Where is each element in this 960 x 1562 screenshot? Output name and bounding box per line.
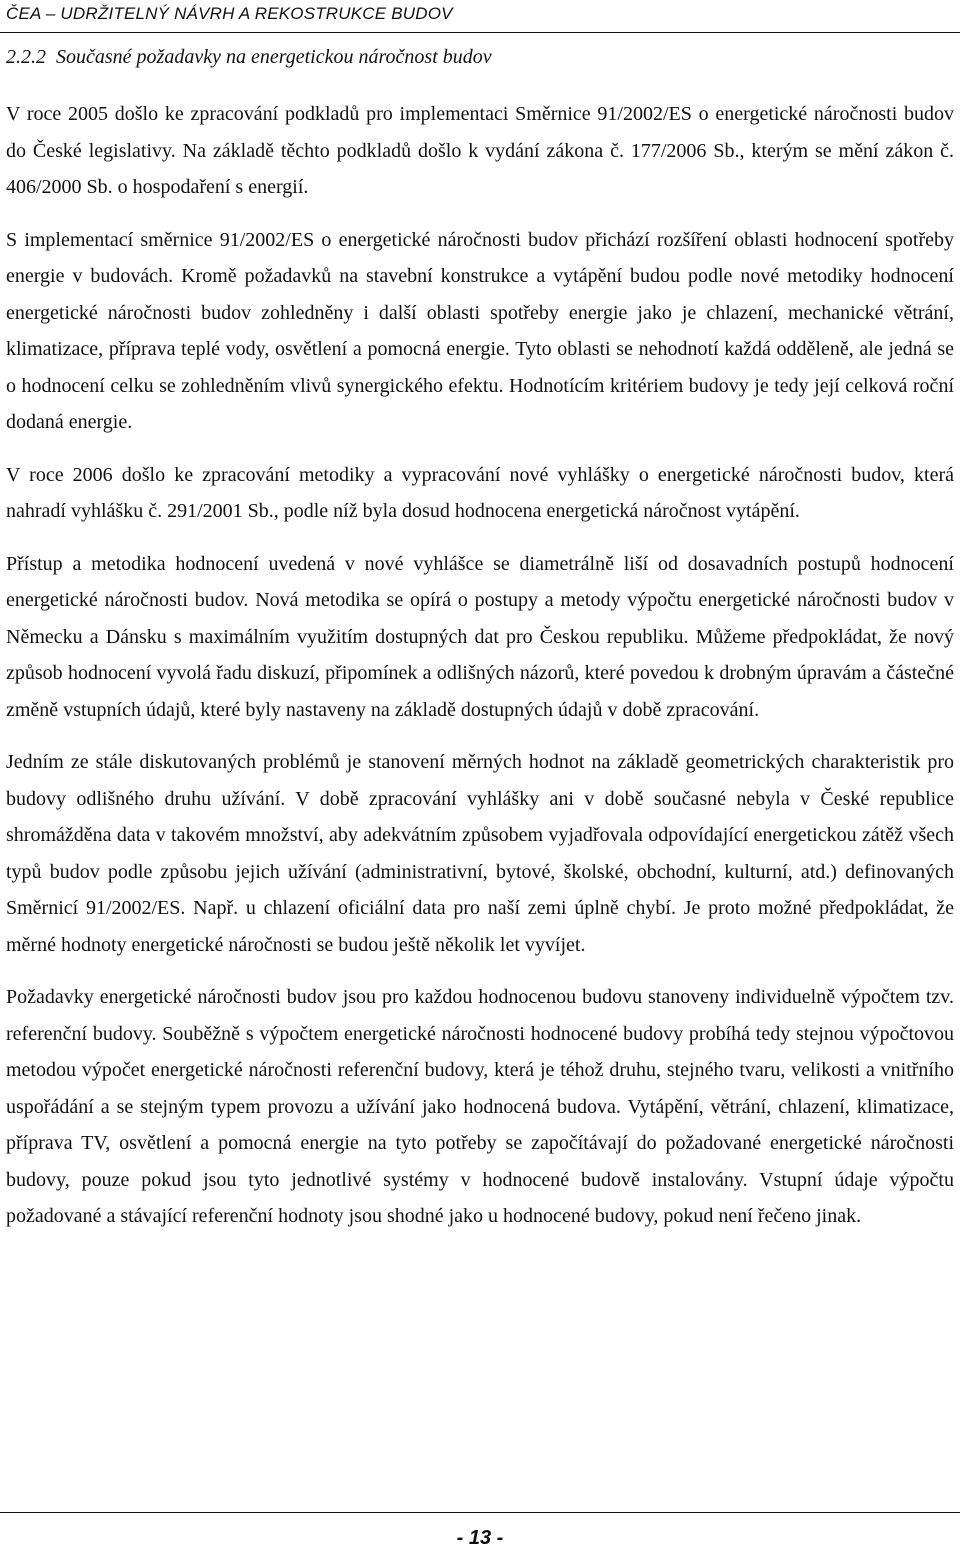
paragraph-4: Přístup a metodika hodnocení uvedená v nové vyhlášce se diametrálně liší od dosavadních postupů hodnocení energetické náročnosti budov. Nová metodika se opírá o postupy a metody výpočtu energetické náročnosti budov v Německu a Dánsku s maximálním využitím dostupných dat pro Českou republiku. Můžeme předpokládat, že nový způsob hodnocení vyvolá řadu diskuzí, připomínek a odlišných názorů, které povedou k drobným úpravám a částečné změně vstupních údajů, které byly nastaveny na základě dostupných údajů v době zpracování. — [6, 552, 954, 721]
page-number: - 13 - — [456, 1527, 504, 1549]
paragraph-1: V roce 2005 došlo ke zpracování podkladů pro implementaci Směrnice 91/2002/ES o energetické náročnosti budov do České legislativy. Na základě těchto podkladů došlo k vydání zákona č. 177/2006 Sb., kterým se mění zákon č. 406/2000 Sb. o hospodaření s energií. — [6, 103, 954, 198]
footer-rule — [0, 1512, 960, 1513]
paragraph-3: V roce 2006 došlo ke zpracování metodiky a vypracování nové vyhlášky o energetické náročnosti budov, která nahradí vyhlášku č. 291/2001 Sb., podle níž byla dosud hodnocena energetická náročnost vytápění. — [6, 463, 954, 522]
body-text — [6, 96, 954, 1235]
section-title: Současné požadavky na energetickou náročnost budov — [56, 46, 492, 68]
running-header: ČEA – UDRŽITELNÝ NÁVRH A REKOSTRUKCE BUDOV — [6, 4, 453, 23]
paragraph-5: Jedním ze stále diskutovaných problémů je stanovení měrných hodnot na základě geometrických charakteristik pro budovy odlišného druhu užívání. V době zpracování vyhlášky ani v době současné nebyla v České republice shromážděna data v takovém množství, aby adekvátním způsobem vyjadřovala odpovídající energetickou zátěž všech typů budov podle způsobu jejich užívání (administrativní, bytové, školské, obchodní, kulturní, atd.) definovaných Směrnicí 91/2002/ES. Např. u chlazení oficiální data pro naší zemi úplně chybí. Je proto možné předpokládat, že měrné hodnoty energetické náročnosti se budou ještě několik let vyvíjet. — [6, 751, 954, 956]
header-rule — [0, 32, 960, 33]
paragraph-2: S implementací směrnice 91/2002/ES o energetické náročnosti budov přichází rozšíření oblasti hodnocení spotřeby energie v budovách. Kromě požadavků na stavební konstrukce a vytápění budou podle nové metodiky hodnocení energetické náročnosti budov zohledněny i další oblasti spotřeby energie jako je chlazení, mechanické větrání, klimatizace, příprava teplé vody, osvětlení a pomocná energie. Tyto oblasti se nehodnotí každá odděleně, ale jedná se o hodnocení celku se zohledněním vlivů synergického efektu. Hodnotícím kritériem budovy je tedy její celková roční dodaná energie. — [6, 228, 954, 433]
section-number: 2.2.2 — [6, 46, 46, 68]
paragraph-6: Požadavky energetické náročnosti budov jsou pro každou hodnocenou budovu stanoveny individuelně výpočtem tzv. referenční budovy. Souběžně s výpočtem energetické náročnosti hodnocené budovy probíhá tedy stejnou výpočtovou metodou výpočet energetické náročnosti referenční budovy, která je téhož druhu, stejného tvaru, velikosti a vnitřního uspořádání a se stejným typem provozu a užívání jako hodnocená budova. Vytápění, větrání, chlazení, klimatizace, příprava TV, osvětlení a pomocná energie na tyto potřeby se započítávají do požadované energetické náročnosti budovy, pouze pokud jsou tyto jednotlivé systémy v hodnocené budově instalovány. Vstupní údaje výpočtu požadované a stávající referenční hodnoty jsou shodné jako u hodnocené budovy, pokud není řečeno jinak. — [6, 986, 954, 1227]
section-heading — [6, 46, 492, 69]
